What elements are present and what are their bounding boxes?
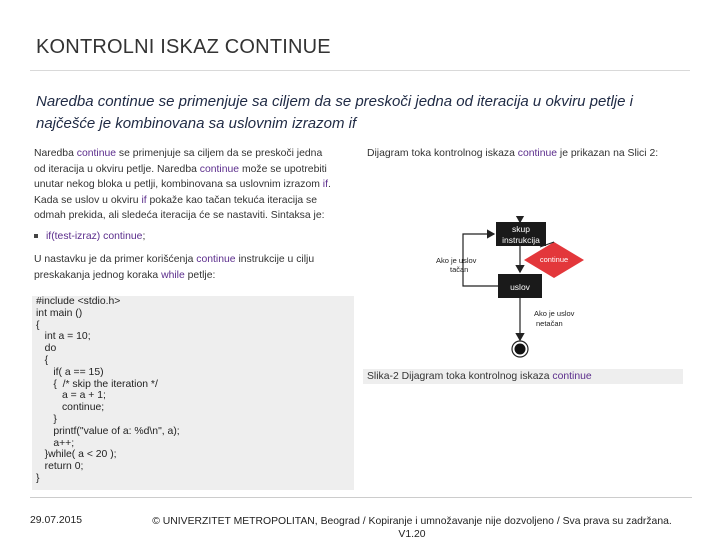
slide-title: KONTROLNI ISKAZ CONTINUE [36,36,331,58]
false-condition-label: netačan [536,319,563,328]
code-line: do [36,343,57,355]
syntax-bullet: if(test-izraz) continue; [34,231,145,242]
code-line: printf("value of a: %d\n", a); [36,425,180,437]
left-paragraph-2 [34,252,359,283]
true-condition-label: Ako je uslov [436,256,477,265]
code-line: { [36,354,49,366]
text-line: Naredba continue se primenjuje sa ciljem da se preskoči jedna [34,148,323,159]
code-line: a++; [36,437,75,449]
copyright-line: © UNIVERZITET METROPOLITAN, Beograd / Kopiranje i umnožavanje nije dozvoljeno / Sva prava su zadržana. [152,516,672,527]
code-line: continue; [36,402,105,414]
code-line: int a = 10; [36,331,91,343]
text-line: U nastavku je da primer korišćenja continue instrukcije u cilju [34,254,315,265]
footer-date: 29.07.2015 [30,515,83,526]
bullet-dot [34,234,38,238]
text-line: odmah prekida, ali sledeća iteracija će se nastaviti. Sintaksa je: [34,210,325,221]
code-line: }while( a < 20 ); [36,449,117,461]
figure-caption: Slika-2 Dijagram toka kontrolnog iskaza continue [367,371,592,382]
right-intro: Dijagram toka kontrolnog iskaza continue je prikazan na Slici 2: [367,148,659,159]
code-line: } [36,413,57,425]
slide-subtitle [36,91,686,135]
instruction-box-label: instrukcija [502,235,540,245]
title-divider [30,70,690,71]
text-line: Kada se uslov u okviru if pokaže kao tačan tekuća iteracija se [34,194,318,206]
code-line: int main () [36,307,83,319]
flowchart-diagram [430,216,590,362]
footer-divider [30,497,692,498]
code-line: if( a == 15) [36,366,104,378]
code-line: { /* skip the iteration */ [36,378,158,390]
subtitle-line: najčešće je kombinovana sa uslovnim izrazom if [36,115,357,132]
version-line: V1.20 [398,529,426,540]
text-line: preskakanja jednog koraka while petlje: [34,269,216,281]
code-line: { [36,319,40,331]
code-line: } [36,472,40,484]
code-line: #include <stdio.h> [36,296,121,307]
text-line: od iteracija u okviru petlje. Naredba continue može se upotrebiti [34,163,327,175]
false-condition-label: Ako je uslov [534,309,575,318]
code-block [32,296,354,490]
left-paragraph-1 [34,146,359,224]
subtitle-line: Naredba continue se primenjuje sa ciljem da se preskoči jedna od iteracija u okviru petlje i [36,93,633,110]
condition-box-label: uslov [510,282,530,292]
code-line: return 0; [36,461,84,473]
end-node-inner [515,344,526,355]
instruction-box-label: skup [512,224,530,234]
true-condition-label: tačan [450,265,469,274]
footer-copyright [134,515,690,541]
text-line: unutar nekog bloka u petlji, kombinovana sa uslovnim izrazom if. [34,179,331,190]
code-line: a = a + 1; [36,390,106,402]
continue-label: continue [539,255,569,264]
